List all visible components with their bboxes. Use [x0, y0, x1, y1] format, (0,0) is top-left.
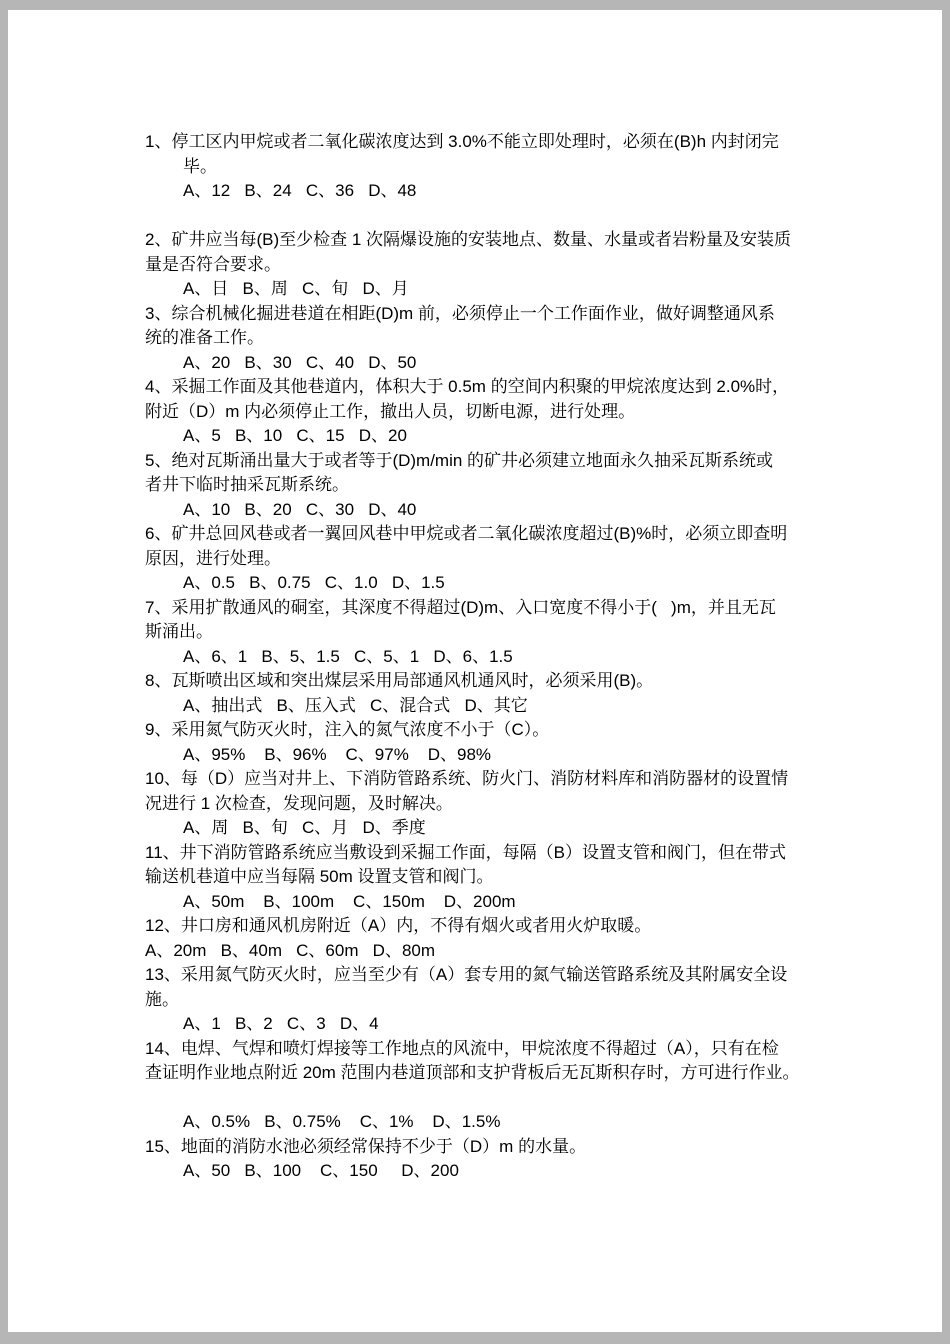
stem-line: 附近（D）m 内必须停止工作，撤出人员，切断电源，进行处理。	[145, 401, 636, 421]
options-line: A、95% B、96% C、97% D、98%	[183, 744, 492, 764]
stem-line: 10、每（D）应当对井上、下消防管路系统、防火门、消防材料库和消防器材的设置情	[145, 769, 789, 788]
options-line: A、50 B、100 C、150 D、200	[183, 1161, 459, 1180]
stem-line: 2、矿井应当每(B)至少检查 1 次隔爆设施的安装地点、数量、水量或者岩粉量及安装质	[145, 230, 792, 249]
stem-line: 14、电焊、气焊和喷灯焊接等工作地点的风流中，甲烷浓度不得超过（A），只有在检	[145, 1038, 779, 1058]
blank-line	[145, 1086, 845, 1111]
stem-line: 6、矿井总回风巷或者一翼回风巷中甲烷或者二氧化碳浓度超过(B)%时，必须立即查明	[145, 524, 788, 543]
stem-line: 15、地面的消防水池必须经常保持不少于（D）m 的水量。	[145, 1136, 587, 1156]
question-10	[145, 767, 845, 841]
question-6	[145, 522, 845, 596]
question-5	[145, 449, 845, 523]
question-14	[145, 1037, 845, 1135]
stem-line: 12、井口房和通风机房附近（A）内，不得有烟火或者用火炉取暖。	[145, 916, 652, 935]
options-line: A、0.5 B、0.75 C、1.0 D、1.5	[183, 573, 445, 592]
question-2	[145, 228, 845, 302]
question-15	[145, 1135, 845, 1184]
stem-line: 8、瓦斯喷出区域和突出煤层采用局部通风机通风时，必须采用(B)。	[145, 671, 654, 690]
stem-line: 输送机巷道中应当每隔 50m 设置支管和阀门。	[145, 867, 494, 886]
options-line: A、20 B、30 C、40 D、50	[183, 352, 417, 372]
stem-line: 况进行 1 次检查，发现问题，及时解决。	[145, 793, 453, 813]
stem-line: 1、停工区内甲烷或者二氧化碳浓度达到 3.0%不能立即处理时，必须在(B)h 内封闭完	[145, 132, 779, 151]
question-7	[145, 596, 845, 670]
document-page	[8, 10, 942, 1332]
stem-line: 者井下临时抽采瓦斯系统。	[145, 475, 349, 494]
options-line: A、5 B、10 C、15 D、20	[183, 426, 407, 445]
question-8	[145, 669, 845, 718]
options-line: A、周 B、旬 C、月 D、季度	[183, 818, 426, 837]
stem-line: 斯涌出。	[145, 622, 213, 641]
stem-line: 原因，进行处理。	[145, 548, 281, 568]
stem-line: 量是否符合要求。	[145, 254, 281, 274]
stem-line: 毕。	[183, 156, 217, 176]
options-line: A、抽出式 B、压入式 C、混合式 D、其它	[183, 695, 528, 715]
options-line: A、12 B、24 C、36 D、48	[183, 181, 417, 200]
stem-line: 11、井下消防管路系统应当敷设到采掘工作面，每隔（B）设置支管和阀门，但在带式	[145, 842, 786, 862]
stem-line: 5、绝对瓦斯涌出量大于或者等于(D)m/min 的矿井必须建立地面永久抽采瓦斯系统或	[145, 450, 774, 470]
options-line: A、10 B、20 C、30 D、40	[183, 499, 417, 519]
stem-line: 7、采用扩散通风的硐室，其深度不得超过(D)m、入口宽度不得小于( )m，并且无瓦	[145, 597, 776, 617]
stem-line: 9、采用氮气防灭火时，注入的氮气浓度不小于（C）。	[145, 720, 550, 739]
stem-line: 施。	[145, 989, 179, 1009]
question-4	[145, 375, 845, 449]
question-13	[145, 963, 845, 1037]
options-line: A、20m B、40m C、60m D、80m	[145, 940, 436, 960]
stem-line: 13、采用氮气防灭火时，应当至少有（A）套专用的氮气输送管路系统及其附属安全设	[145, 965, 788, 984]
options-line: A、日 B、周 C、旬 D、月	[183, 279, 409, 298]
options-line: A、0.5% B、0.75% C、1% D、1.5%	[183, 1112, 501, 1131]
options-line: A、50m B、100m C、150m D、200m	[183, 891, 516, 911]
question-12	[145, 914, 845, 963]
options-line: A、1 B、2 C、3 D、4	[183, 1014, 379, 1033]
question-11	[145, 841, 845, 915]
blank-line	[145, 204, 845, 229]
stem-line: 查证明作业地点附近 20m 范围内巷道顶部和支护背板后无瓦斯积存时，方可进行作业。	[145, 1063, 800, 1082]
stem-line: 3、综合机械化掘进巷道在相距(D)m 前，必须停止一个工作面作业，做好调整通风系	[145, 303, 775, 323]
options-line: A、6、1 B、5、1.5 C、5、1 D、6、1.5	[183, 646, 513, 666]
stem-line: 4、采掘工作面及其他巷道内，体积大于 0.5m 的空间内积聚的甲烷浓度达到 2.0%时，	[145, 377, 790, 396]
question-9	[145, 718, 845, 767]
question-3	[145, 302, 845, 376]
document-content	[8, 10, 845, 1184]
stem-line: 统的准备工作。	[145, 328, 264, 347]
question-1	[145, 130, 845, 228]
